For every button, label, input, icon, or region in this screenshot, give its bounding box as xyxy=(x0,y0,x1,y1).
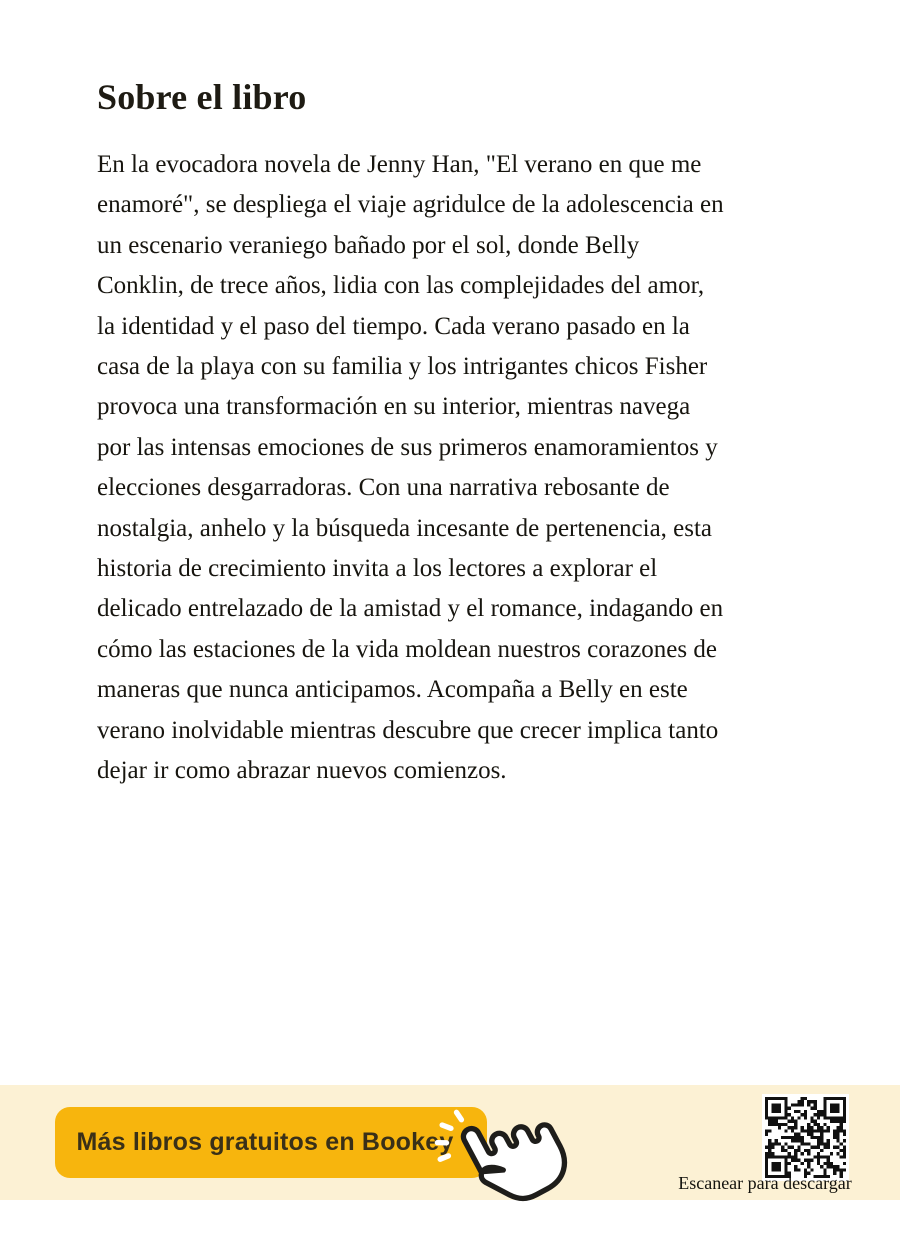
about-text: En la evocadora novela de Jenny Han, "El verano en que me enamoré", se despliega el viaje agridulce de la adolescencia en un escenario veraniego bañado por el sol, donde Belly Conklin, de trece años, lidia con las complejidades del amor, la identidad y el paso del tiempo. Cada verano pasado en la casa de la playa con su familia y los intrigantes chicos Fisher provoca una transformación en su interior, mientras navega por las intensas emociones de sus primeros enamoramientos y elecciones desgarradoras. Con una narrativa rebosante de nostalgia, anhelo y la búsqueda incesante de pertenencia, esta historia de crecimiento invita a los lectores a explorar el delicado entrelazado de la amistad y el romance, indagando en cómo las estaciones de la vida moldean nuestros corazones de maneras que nunca anticipamos. Acompaña a Belly en este verano inolvidable mientras descubre que crecer implica tanto dejar ir como abrazar nuevos comienzos. xyxy=(97,151,724,785)
qr-caption: Escanear para descargar xyxy=(678,1173,852,1193)
footer-banner xyxy=(0,1085,900,1200)
qr-block xyxy=(762,1094,849,1181)
cta-label: Más libros gratuitos en Bookey xyxy=(76,1128,454,1156)
page-title: Sobre el libro xyxy=(97,77,307,117)
qr-code xyxy=(762,1094,849,1181)
more-books-cta-button[interactable] xyxy=(55,1107,487,1178)
about-section xyxy=(97,0,837,792)
